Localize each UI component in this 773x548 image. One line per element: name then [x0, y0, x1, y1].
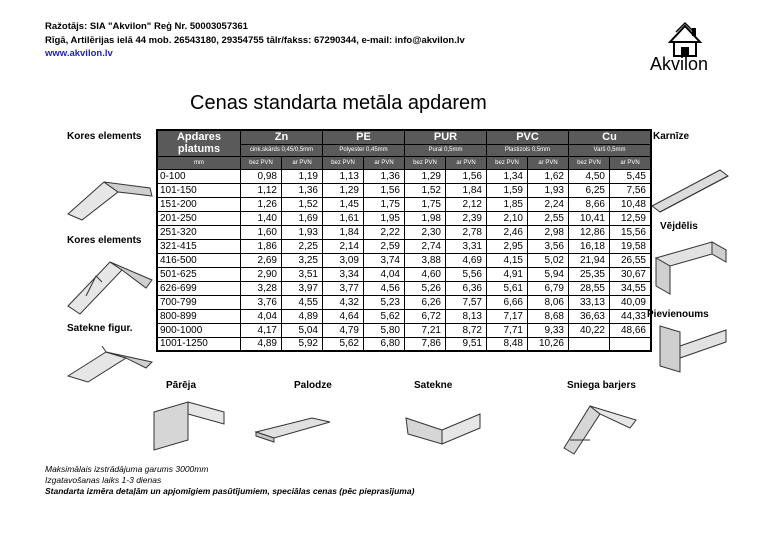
price-cell: 5,62	[364, 309, 405, 323]
price-cell: 2,46	[487, 225, 528, 239]
price-cell: 8,48	[487, 337, 528, 351]
price-cell: 1,84	[323, 225, 364, 239]
price-cell: 26,55	[610, 253, 652, 267]
unit-label: mm	[157, 156, 241, 169]
price-cell: 5,56	[446, 267, 487, 281]
label-sniega-barjers: Sniega barjers	[567, 380, 636, 391]
price-cell: 3,88	[405, 253, 446, 267]
price-cell: 12,86	[569, 225, 610, 239]
price-cell: 4,04	[241, 309, 282, 323]
price-cell: 3,74	[364, 253, 405, 267]
label-pareja: Pārēja	[166, 380, 197, 391]
price-cell: 1,61	[323, 211, 364, 225]
col-bez-pvn: bez PVN	[405, 156, 446, 169]
table-row	[157, 309, 651, 323]
col-ar-pvn: ar PVN	[446, 156, 487, 169]
price-cell: 1,34	[487, 169, 528, 183]
price-cell: 1,62	[528, 169, 569, 183]
price-cell: 8,13	[446, 309, 487, 323]
price-cell: 10,41	[569, 211, 610, 225]
price-cell: 10,48	[610, 197, 652, 211]
price-cell: 2,98	[528, 225, 569, 239]
col-ar-pvn: ar PVN	[364, 156, 405, 169]
price-cell: 4,55	[282, 295, 323, 309]
price-cell: 4,04	[364, 267, 405, 281]
price-cell: 1,52	[282, 197, 323, 211]
label-vejdelis: Vējdēlis	[660, 221, 698, 232]
col-ar-pvn: ar PVN	[528, 156, 569, 169]
material-header: PE	[323, 130, 405, 144]
table-row	[157, 337, 651, 351]
price-cell: 2,25	[282, 239, 323, 253]
price-cell: 1,56	[364, 183, 405, 197]
table-row	[157, 197, 651, 211]
price-cell: 5,80	[364, 323, 405, 337]
price-cell: 1,75	[364, 197, 405, 211]
price-cell: 1,75	[405, 197, 446, 211]
price-cell: 3,77	[323, 281, 364, 295]
price-cell: 5,94	[528, 267, 569, 281]
label-palodze: Palodze	[294, 380, 332, 391]
table-row	[157, 295, 651, 309]
price-cell: 1,36	[364, 169, 405, 183]
material-subtitle: Varš 0,5mm	[569, 144, 652, 156]
contact-line: Rīgā, Artilērijas ielā 44 mob. 26543180, 29354755 tālr/fakss: 67290344, e-mail: info@akvilon.lv	[45, 35, 465, 46]
price-cell: 9,51	[446, 337, 487, 351]
price-cell: 1,84	[446, 183, 487, 197]
price-cell: 1,93	[528, 183, 569, 197]
barge-board-icon	[650, 238, 730, 296]
table-row	[157, 169, 651, 183]
note-max-length: Maksimālais izstrādājuma garums 3000mm	[45, 464, 209, 474]
gutter-valley-icon	[402, 408, 484, 448]
table-row	[157, 239, 651, 253]
snow-guard-icon	[560, 396, 640, 456]
price-cell: 5,62	[323, 337, 364, 351]
price-cell: 2,14	[323, 239, 364, 253]
windowsill-icon	[252, 414, 334, 444]
price-cell	[610, 337, 652, 351]
material-subtitle: Polyester 0,45mm	[323, 144, 405, 156]
price-cell: 19,58	[610, 239, 652, 253]
price-cell: 4,79	[323, 323, 364, 337]
price-cell: 6,36	[446, 281, 487, 295]
col-ar-pvn: ar PVN	[610, 156, 652, 169]
price-cell: 16,18	[569, 239, 610, 253]
ridge-element-2-icon	[66, 256, 154, 316]
price-cell: 7,21	[405, 323, 446, 337]
price-cell: 4,15	[487, 253, 528, 267]
price-cell: 44,33	[610, 309, 652, 323]
price-cell: 0,98	[241, 169, 282, 183]
price-cell: 4,50	[569, 169, 610, 183]
price-cell: 12,59	[610, 211, 652, 225]
ridge-element-1-icon	[66, 174, 154, 220]
material-subtitle: cink.skārds 0,45/0,5mm	[241, 144, 323, 156]
price-cell: 5,02	[528, 253, 569, 267]
material-header: PUR	[405, 130, 487, 144]
price-cell: 5,04	[282, 323, 323, 337]
price-cell: 1,60	[241, 225, 282, 239]
label-satekne-figur: Satekne figur.	[67, 323, 133, 334]
price-cell: 2,69	[241, 253, 282, 267]
price-cell: 10,26	[528, 337, 569, 351]
website-link[interactable]: www.akvilon.lv	[45, 48, 113, 59]
width-range: 626-699	[157, 281, 241, 295]
price-cell: 8,68	[528, 309, 569, 323]
price-cell: 6,80	[364, 337, 405, 351]
price-cell: 4,17	[241, 323, 282, 337]
price-cell: 3,51	[282, 267, 323, 281]
price-cell: 4,91	[487, 267, 528, 281]
width-range: 321-415	[157, 239, 241, 253]
price-cell: 28,55	[569, 281, 610, 295]
price-cell: 2,10	[487, 211, 528, 225]
price-cell: 8,06	[528, 295, 569, 309]
transition-icon	[148, 398, 228, 454]
price-cell: 4,60	[405, 267, 446, 281]
col-bez-pvn: bez PVN	[323, 156, 364, 169]
price-cell: 6,66	[487, 295, 528, 309]
table-row	[157, 211, 651, 225]
price-cell: 2,24	[528, 197, 569, 211]
price-cell: 3,76	[241, 295, 282, 309]
head-width-label: Apdares platums	[157, 130, 241, 156]
price-cell: 6,25	[569, 183, 610, 197]
price-cell: 1,45	[323, 197, 364, 211]
price-cell: 2,22	[364, 225, 405, 239]
width-range: 900-1000	[157, 323, 241, 337]
width-range: 800-899	[157, 309, 241, 323]
price-cell: 2,59	[364, 239, 405, 253]
note-lead-time: Izgatavošanas laiks 1-3 dienas	[45, 475, 162, 485]
price-cell: 5,61	[487, 281, 528, 295]
price-cell: 6,26	[405, 295, 446, 309]
price-cell: 1,13	[323, 169, 364, 183]
price-cell: 4,69	[446, 253, 487, 267]
price-cell: 7,17	[487, 309, 528, 323]
col-bez-pvn: bez PVN	[569, 156, 610, 169]
price-cell: 2,78	[446, 225, 487, 239]
price-cell: 2,55	[528, 211, 569, 225]
price-cell: 7,86	[405, 337, 446, 351]
price-cell: 2,90	[241, 267, 282, 281]
company-line: Ražotājs: SIA "Akvilon" Reģ Nr. 50003057361	[45, 21, 248, 32]
price-cell: 3,97	[282, 281, 323, 295]
price-cell: 33,13	[569, 295, 610, 309]
price-cell: 1,95	[364, 211, 405, 225]
price-cell: 8,66	[569, 197, 610, 211]
price-cell: 5,26	[405, 281, 446, 295]
width-range: 1001-1250	[157, 337, 241, 351]
price-cell: 3,25	[282, 253, 323, 267]
price-cell: 9,33	[528, 323, 569, 337]
price-cell: 4,89	[282, 309, 323, 323]
price-cell: 1,56	[446, 169, 487, 183]
label-karnize: Karnīze	[653, 131, 690, 142]
price-cell: 2,12	[446, 197, 487, 211]
price-cell: 15,56	[610, 225, 652, 239]
price-cell: 1,29	[323, 183, 364, 197]
price-cell: 6,79	[528, 281, 569, 295]
price-cell: 3,34	[323, 267, 364, 281]
price-cell: 3,09	[323, 253, 364, 267]
material-subtitle: Pural 0,5mm	[405, 144, 487, 156]
material-subtitle: Plastizols 0,5mm	[487, 144, 569, 156]
price-cell: 34,55	[610, 281, 652, 295]
price-table	[156, 129, 652, 352]
price-cell: 2,74	[405, 239, 446, 253]
price-cell: 6,72	[405, 309, 446, 323]
price-cell: 1,36	[282, 183, 323, 197]
price-cell: 1,19	[282, 169, 323, 183]
material-header: Cu	[569, 130, 652, 144]
price-cell: 21,94	[569, 253, 610, 267]
width-range: 101-150	[157, 183, 241, 197]
width-range: 201-250	[157, 211, 241, 225]
price-cell: 1,26	[241, 197, 282, 211]
note-special-prices: Standarta izmēra detaļām un apjomīgiem pasūtījumiem, speciālas cenas (pēc pieprasījuma)	[45, 486, 415, 496]
price-cell: 7,57	[446, 295, 487, 309]
price-cell: 8,72	[446, 323, 487, 337]
width-range: 501-625	[157, 267, 241, 281]
table-row	[157, 323, 651, 337]
price-cell: 3,28	[241, 281, 282, 295]
table-row	[157, 267, 651, 281]
valley-figure-icon	[66, 346, 154, 382]
price-cell: 25,35	[569, 267, 610, 281]
table-row	[157, 225, 651, 239]
col-bez-pvn: bez PVN	[241, 156, 282, 169]
table-row	[157, 281, 651, 295]
price-cell: 1,59	[487, 183, 528, 197]
price-cell: 7,56	[610, 183, 652, 197]
price-cell: 1,98	[405, 211, 446, 225]
price-cell: 5,23	[364, 295, 405, 309]
price-cell: 48,66	[610, 323, 652, 337]
price-cell: 4,56	[364, 281, 405, 295]
price-cell: 4,64	[323, 309, 364, 323]
price-cell: 1,52	[405, 183, 446, 197]
price-cell: 5,45	[610, 169, 652, 183]
width-range: 416-500	[157, 253, 241, 267]
price-cell: 1,85	[487, 197, 528, 211]
price-cell: 2,39	[446, 211, 487, 225]
col-bez-pvn: bez PVN	[487, 156, 528, 169]
price-cell: 1,69	[282, 211, 323, 225]
table-row	[157, 253, 651, 267]
price-cell: 4,32	[323, 295, 364, 309]
price-cell: 4,89	[241, 337, 282, 351]
col-ar-pvn: ar PVN	[282, 156, 323, 169]
price-cell: 3,56	[528, 239, 569, 253]
price-cell: 40,22	[569, 323, 610, 337]
eaves-icon	[650, 168, 730, 212]
notes-block	[45, 464, 414, 497]
material-header: PVC	[487, 130, 569, 144]
label-kores-elements-2: Kores elements	[67, 235, 142, 246]
price-cell: 1,40	[241, 211, 282, 225]
price-cell: 3,31	[446, 239, 487, 253]
width-range: 0-100	[157, 169, 241, 183]
price-cell: 1,93	[282, 225, 323, 239]
price-cell	[569, 337, 610, 351]
price-cell: 1,12	[241, 183, 282, 197]
width-range: 151-200	[157, 197, 241, 211]
price-cell: 1,29	[405, 169, 446, 183]
price-cell: 2,30	[405, 225, 446, 239]
price-cell: 30,67	[610, 267, 652, 281]
page-title: Cenas standarta metāla apdarem	[190, 92, 487, 114]
price-cell: 36,63	[569, 309, 610, 323]
price-cell: 1,86	[241, 239, 282, 253]
width-range: 251-320	[157, 225, 241, 239]
width-range: 700-799	[157, 295, 241, 309]
label-kores-elements-1: Kores elements	[67, 131, 142, 142]
table-row	[157, 183, 651, 197]
label-pievienoums: Pievienoums	[647, 309, 709, 320]
price-cell: 40,09	[610, 295, 652, 309]
price-cell: 7,71	[487, 323, 528, 337]
label-satekne: Satekne	[414, 380, 453, 391]
price-cell: 5,92	[282, 337, 323, 351]
material-header: Zn	[241, 130, 323, 144]
logo-text: Akvilon	[650, 54, 709, 74]
price-cell: 2,95	[487, 239, 528, 253]
wall-connection-icon	[650, 322, 730, 376]
